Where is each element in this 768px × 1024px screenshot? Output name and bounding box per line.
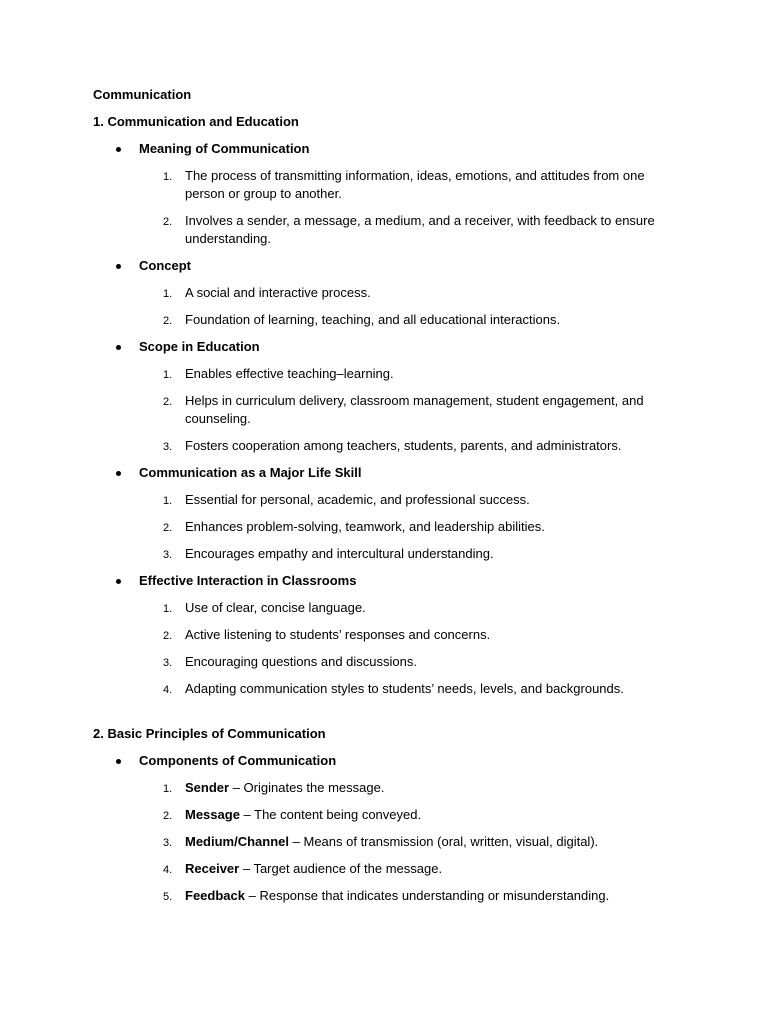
list-item-term: Medium/Channel xyxy=(185,834,290,849)
subsection xyxy=(93,572,673,698)
list-item-number: 5. xyxy=(163,891,173,903)
list-item xyxy=(93,284,673,302)
list-item-text: Involves a sender, a message, a medium, and a receiver, with feedback to ensure understanding. xyxy=(185,213,655,246)
subsection xyxy=(93,140,673,248)
list-item xyxy=(93,311,673,329)
section-heading: 2. Basic Principles of Communication xyxy=(93,726,326,741)
subsection-title: Meaning of Communication xyxy=(139,141,310,156)
document-title: Communication xyxy=(93,87,192,102)
list-item-number: 2. xyxy=(163,216,173,228)
list-item-text: Use of clear, concise language. xyxy=(185,600,366,615)
list-item-number: 1. xyxy=(163,288,173,300)
list-item-number: 2. xyxy=(163,315,173,327)
list-item-text: Originates the message. xyxy=(243,780,385,795)
list-item-separator: – xyxy=(244,888,260,903)
bullet-item xyxy=(93,140,673,158)
list-item-number: 1. xyxy=(163,369,173,381)
list-item-text: Helps in curriculum delivery, classroom management, student engagement, and counseling. xyxy=(185,393,644,426)
subsection-title: Concept xyxy=(139,258,191,273)
list-item-text: Adapting communication styles to students’ needs, levels, and backgrounds. xyxy=(185,681,624,696)
list-item-term: Sender xyxy=(185,780,230,795)
list-item-text: Essential for personal, academic, and professional success. xyxy=(185,492,530,507)
list-item xyxy=(93,437,673,455)
list-item xyxy=(93,545,673,563)
subsection-title: Effective Interaction in Classrooms xyxy=(139,573,357,588)
list-item xyxy=(93,599,673,617)
list-item xyxy=(93,860,673,878)
list-item-number: 3. xyxy=(163,837,173,849)
document-section xyxy=(93,113,673,698)
list-item xyxy=(93,365,673,383)
list-item-text: Fosters cooperation among teachers, students, parents, and administrators. xyxy=(185,438,622,453)
list-item-text: Enhances problem-solving, teamwork, and leadership abilities. xyxy=(185,519,545,534)
subsection-title: Scope in Education xyxy=(139,339,260,354)
list-item-text: Foundation of learning, teaching, and all educational interactions. xyxy=(185,312,561,327)
list-item-separator: – xyxy=(289,834,304,849)
list-item xyxy=(93,833,673,851)
list-item-separator: – xyxy=(229,780,244,795)
list-item xyxy=(93,779,673,797)
list-item xyxy=(93,212,673,248)
bullet-icon xyxy=(116,345,121,350)
list-item xyxy=(93,887,673,905)
list-item-term: Message xyxy=(185,807,240,822)
list-item-number: 2. xyxy=(163,630,173,642)
list-item-number: 2. xyxy=(163,522,173,534)
list-item-term: Receiver xyxy=(185,861,240,876)
list-item-number: 4. xyxy=(163,864,173,876)
list-item-number: 2. xyxy=(163,810,173,822)
subsection xyxy=(93,752,673,905)
list-item-text: The process of transmitting information, ideas, emotions, and attitudes from one person or group to another. xyxy=(185,168,645,201)
list-item xyxy=(93,491,673,509)
bullet-item xyxy=(93,338,673,356)
list-item-text: The content being conveyed. xyxy=(254,807,422,822)
list-item xyxy=(93,653,673,671)
bullet-item xyxy=(93,752,673,770)
subsection xyxy=(93,464,673,563)
bullet-icon xyxy=(116,759,121,764)
section-heading: 1. Communication and Education xyxy=(93,114,299,129)
list-item xyxy=(93,680,673,698)
list-item xyxy=(93,626,673,644)
subsection-title: Components of Communication xyxy=(139,753,337,768)
list-item-text: Target audience of the message. xyxy=(253,861,443,876)
subsection xyxy=(93,257,673,329)
bullet-item xyxy=(93,464,673,482)
list-item xyxy=(93,518,673,536)
bullet-icon xyxy=(116,471,121,476)
list-item-number: 1. xyxy=(163,171,173,183)
document-section xyxy=(93,725,673,905)
list-item-number: 4. xyxy=(163,684,173,696)
list-item-text: Active listening to students’ responses and concerns. xyxy=(185,627,491,642)
list-item-text: Enables effective teaching–learning. xyxy=(185,366,394,381)
list-item-text: Response that indicates understanding or misunderstanding. xyxy=(259,888,610,903)
bullet-item xyxy=(93,257,673,275)
list-item-number: 1. xyxy=(163,603,173,615)
list-item-separator: – xyxy=(239,807,255,822)
list-item xyxy=(93,392,673,428)
list-item-number: 3. xyxy=(163,441,173,453)
list-item-text: A social and interactive process. xyxy=(185,285,371,300)
document-sections xyxy=(93,113,673,905)
list-item-number: 1. xyxy=(163,783,173,795)
bullet-icon xyxy=(116,147,121,152)
list-item xyxy=(93,167,673,203)
bullet-icon xyxy=(116,579,121,584)
bullet-item xyxy=(93,572,673,590)
list-item-number: 3. xyxy=(163,657,173,669)
document-page xyxy=(93,86,673,914)
list-item-text: Means of transmission (oral, written, visual, digital). xyxy=(303,834,599,849)
subsection-title: Communication as a Major Life Skill xyxy=(139,465,362,480)
list-item-number: 1. xyxy=(163,495,173,507)
list-item-term: Feedback xyxy=(185,888,245,903)
list-item-text: Encouraging questions and discussions. xyxy=(185,654,417,669)
list-item-text: Encourages empathy and intercultural understanding. xyxy=(185,546,494,561)
list-item-number: 2. xyxy=(163,396,173,408)
list-item xyxy=(93,806,673,824)
bullet-icon xyxy=(116,264,121,269)
subsection xyxy=(93,338,673,455)
list-item-number: 3. xyxy=(163,549,173,561)
list-item-separator: – xyxy=(239,861,254,876)
